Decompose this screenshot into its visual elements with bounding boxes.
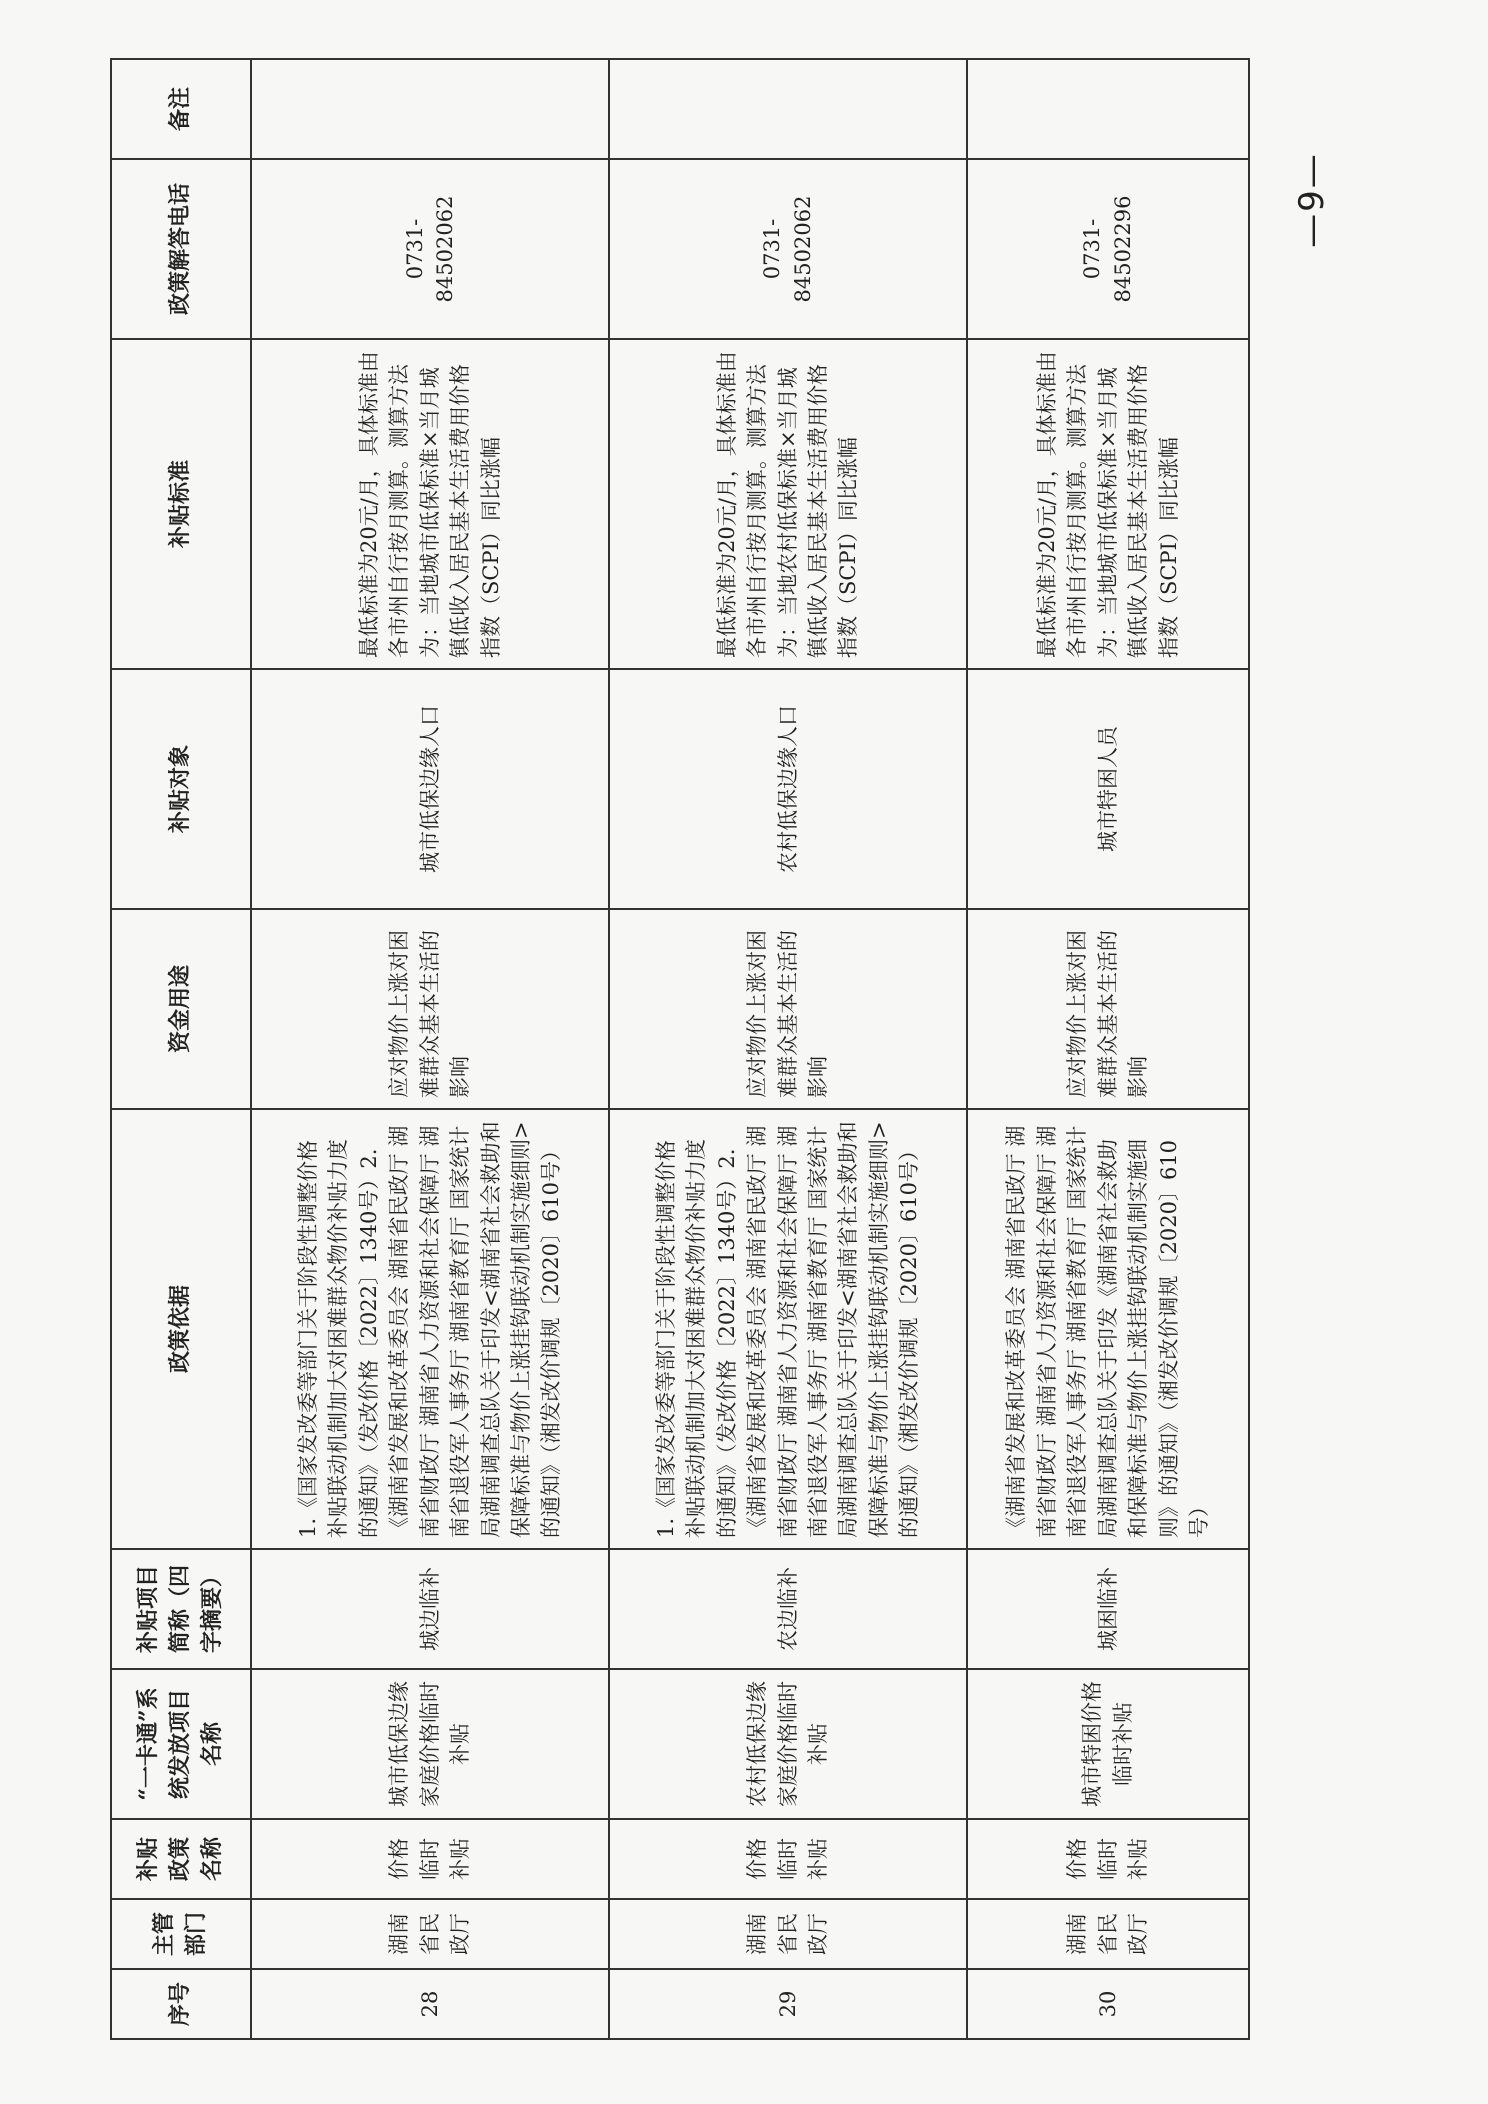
cell-system-name: 城市低保边缘家庭价格临时补贴 xyxy=(251,1669,609,1819)
cell-standard: 最低标准为20元/月，具体标准由各市州自行按月测算。测算方法为：当地城市低保标准×当月城镇低收入居民基本生活费用价格指数（SCPI）同比涨幅 xyxy=(967,339,1249,669)
cell-fund-use: 应对物价上涨对困难群众基本生活的影响 xyxy=(967,909,1249,1109)
cell-target: 城市特困人员 xyxy=(967,669,1249,909)
cell-policy-name: 价格临时补贴 xyxy=(609,1819,967,1899)
cell-remark xyxy=(251,59,609,159)
cell-seq: 30 xyxy=(967,1969,1249,2039)
cell-fund-use: 应对物价上涨对困难群众基本生活的影响 xyxy=(609,909,967,1109)
cell-system-name: 农村低保边缘家庭价格临时补贴 xyxy=(609,1669,967,1819)
cell-short-name: 城困临补 xyxy=(967,1549,1249,1669)
header-basis: 政策依据 xyxy=(111,1109,251,1549)
header-short-name: 补贴项目简称（四字摘要） xyxy=(111,1549,251,1669)
cell-remark xyxy=(967,59,1249,159)
header-target: 补贴对象 xyxy=(111,669,251,909)
cell-dept: 湖南省民政厅 xyxy=(251,1899,609,1969)
header-remark: 备注 xyxy=(111,59,251,159)
cell-system-name: 城市特困价格临时补贴 xyxy=(967,1669,1249,1819)
cell-seq: 29 xyxy=(609,1969,967,2039)
header-row xyxy=(111,59,251,2039)
cell-target: 农村低保边缘人口 xyxy=(609,669,967,909)
header-standard: 补贴标准 xyxy=(111,339,251,669)
header-fund-use: 资金用途 xyxy=(111,909,251,1109)
cell-target: 城市低保边缘人口 xyxy=(251,669,609,909)
cell-dept: 湖南省民政厅 xyxy=(609,1899,967,1969)
cell-phone: 0731-84502062 xyxy=(609,159,967,339)
page-number: —9— xyxy=(1292,152,1333,248)
header-seq: 序号 xyxy=(111,1969,251,2039)
cell-short-name: 农边临补 xyxy=(609,1549,967,1669)
cell-fund-use: 应对物价上涨对困难群众基本生活的影响 xyxy=(251,909,609,1109)
cell-phone: 0731-84502062 xyxy=(251,159,609,339)
header-policy-name: 补贴政策名称 xyxy=(111,1819,251,1899)
cell-basis: 《湖南省发展和改革委员会 湖南省民政厅 湖南省财政厅 湖南省人力资源和社会保障厅 湖南省退役军人事务厅 湖南省教育厅 国家统计局湖南调查总队关于印发《湖南省社会救助和保障标准与物价上涨挂钩联动机制实施细则》的通知》（湘发改价调规〔2020〕610号） xyxy=(967,1109,1249,1549)
header-dept: 主管部门 xyxy=(111,1899,251,1969)
cell-phone: 0731-84502296 xyxy=(967,159,1249,339)
cell-policy-name: 价格临时补贴 xyxy=(967,1819,1249,1899)
cell-basis: 1.《国家发改委等部门关于阶段性调整价格补贴联动机制加大对困难群众物价补贴力度的通知》（发改价格〔2022〕1340号）2.《湖南省发展和改革委员会 湖南省民政厅 湖南省财政厅 湖南省人力资源和社会保障厅 湖南省退役军人事务厅 湖南省教育厅 国家统计局湖南调查总队关于印发<湖南省社会救助和保障标准与物价上涨挂钩联动机制实施细则>的通知》（湘发改价调规〔2020〕610号） xyxy=(251,1109,609,1549)
cell-basis: 1.《国家发改委等部门关于阶段性调整价格补贴联动机制加大对困难群众物价补贴力度的通知》（发改价格〔2022〕1340号）2.《湖南省发展和改革委员会 湖南省民政厅 湖南省财政厅 湖南省人力资源和社会保障厅 湖南省退役军人事务厅 湖南省教育厅 国家统计局湖南调查总队关于印发<湖南省社会救助和保障标准与物价上涨挂钩联动机制实施细则>的通知》（湘发改价调规〔2020〕610号） xyxy=(609,1109,967,1549)
cell-standard: 最低标准为20元/月，具体标准由各市州自行按月测算。测算方法为：当地城市低保标准×当月城镇低收入居民基本生活费用价格指数（SCPI）同比涨幅 xyxy=(251,339,609,669)
table-row xyxy=(609,59,967,2039)
cell-standard: 最低标准为20元/月，具体标准由各市州自行按月测算。测算方法为：当地农村低保标准×当月城镇低收入居民基本生活费用价格指数（SCPI）同比涨幅 xyxy=(609,339,967,669)
table-row xyxy=(251,59,609,2039)
subsidy-table xyxy=(110,58,1250,2040)
cell-short-name: 城边临补 xyxy=(251,1549,609,1669)
cell-policy-name: 价格临时补贴 xyxy=(251,1819,609,1899)
cell-seq: 28 xyxy=(251,1969,609,2039)
table-row xyxy=(967,59,1249,2039)
cell-dept: 湖南省民政厅 xyxy=(967,1899,1249,1969)
cell-remark xyxy=(609,59,967,159)
header-system-name: “一卡通”系统发放项目名称 xyxy=(111,1669,251,1819)
header-phone: 政策解答电话 xyxy=(111,159,251,339)
rotated-table-wrapper xyxy=(110,60,1250,2040)
